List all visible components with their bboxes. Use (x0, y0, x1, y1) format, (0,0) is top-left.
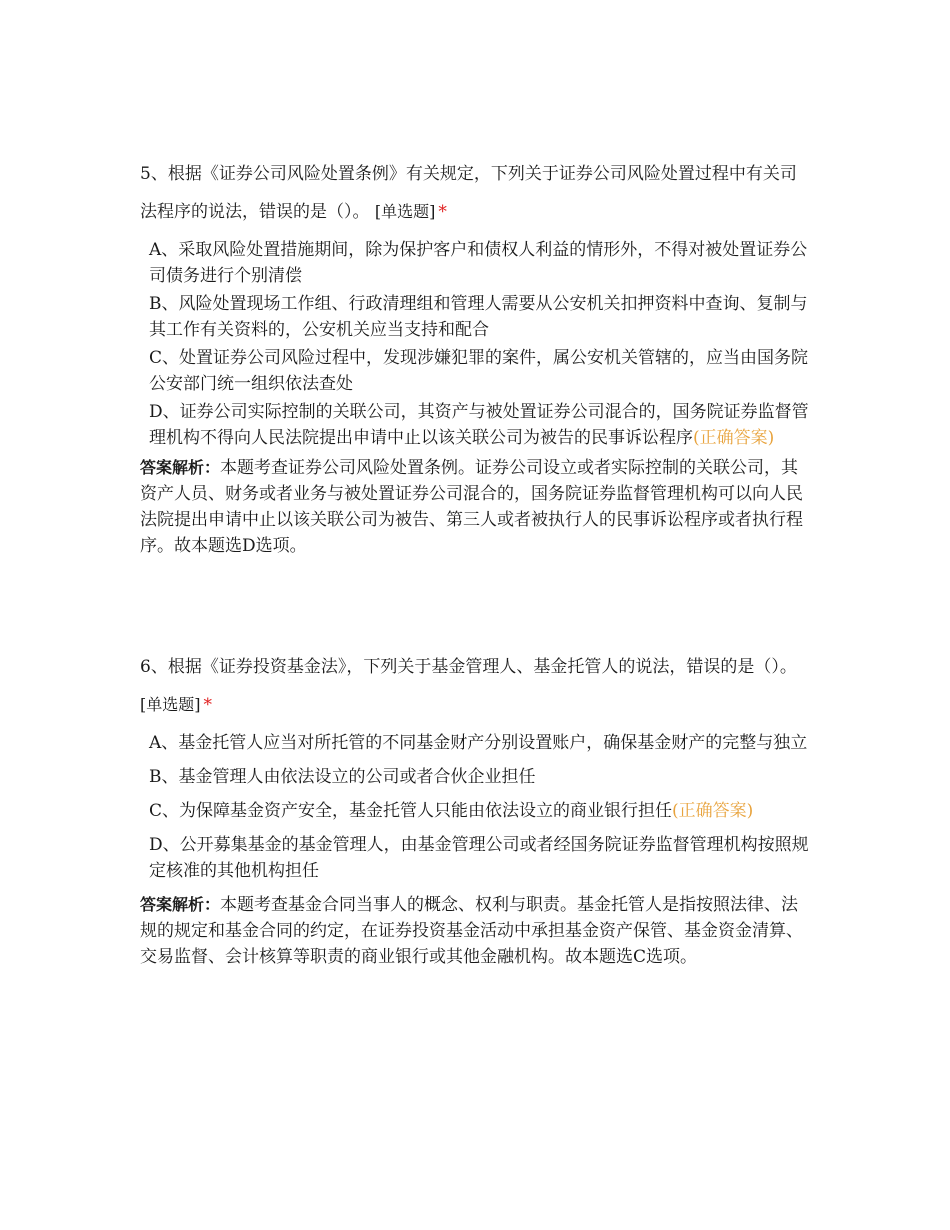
correct-answer-mark: (正确答案) (672, 801, 754, 821)
question-5 (140, 155, 810, 559)
required-mark: * (203, 695, 212, 715)
option-c[interactable]: C、处置证券公司风险过程中，发现涉嫌犯罪的案件，属公安机关管辖的，应当由国务院公安部门统一组织依法查处 (149, 348, 809, 394)
options-list (149, 730, 810, 884)
option-d[interactable]: D、公开募集基金的基金管理人，由基金管理公司或者经国务院证券监督管理机构按照规定核准的其他机构担任 (149, 835, 809, 881)
option-a[interactable]: A、采取风险处置措施期间，除为保护客户和债权人利益的情形外，不得对被处置证券公司债务进行个别清偿 (149, 240, 808, 286)
question-title: 6、根据《证券投资基金法》，下列关于基金管理人、基金托管人的说法，错误的是（）。 [单选题] * (140, 657, 797, 715)
analysis-text: 本题考查证券公司风险处置条例。证券公司设立或者实际控制的关联公司，其资产人员、财务或者业务与被处置证券公司混合的，国务院证券监督管理机构可以向人民法院提出申请中止以该关联公司为被告、第三人或者被执行人的民事诉讼程序或者执行程序。故本题选D选项。 (140, 458, 803, 556)
option-a[interactable]: A、基金托管人应当对所托管的不同基金财产分别设置账户，确保基金财产的完整与独立 (149, 733, 808, 753)
analysis-text: 本题考查基金合同当事人的概念、权利与职责。基金托管人是指按照法律、法规的规定和基金合同的约定，在证券投资基金活动中承担基金资产保管、基金资金清算、交易监督、会计核算等职责的商业银行或其他金融机构。故本题选C选项。 (140, 895, 803, 967)
analysis-label: 答案解析： (140, 458, 221, 477)
options-list (149, 237, 810, 451)
option-b[interactable]: B、基金管理人由依法设立的公司或者合伙企业担任 (149, 767, 536, 787)
correct-answer-mark: (正确答案) (693, 428, 775, 448)
question-type-label: [单选题] (374, 202, 436, 221)
answer-analysis (140, 892, 810, 970)
question-title: 5、根据《证券公司风险处置条例》有关规定，下列关于证券公司风险处置过程中有关司法程序的说法，错误的是（）。 [单选题] * (140, 164, 797, 222)
required-mark: * (438, 202, 447, 222)
answer-analysis (140, 455, 810, 559)
question-6 (140, 648, 810, 970)
option-d[interactable]: D、证券公司实际控制的关联公司，其资产与被处置证券公司混合的，国务院证券监督管理机构不得向人民法院提出申请中止以该关联公司为被告的民事诉讼程序(正确答案) (149, 402, 809, 448)
option-b[interactable]: B、风险处置现场工作组、行政清理组和管理人需要从公安机关扣押资料中查询、复制与其工作有关资料的，公安机关应当支持和配合 (149, 294, 808, 340)
analysis-label: 答案解析： (140, 895, 221, 914)
question-type-label: [单选题] (140, 695, 201, 714)
option-c[interactable]: C、为保障基金资产安全，基金托管人只能由依法设立的商业银行担任(正确答案) (149, 801, 754, 821)
